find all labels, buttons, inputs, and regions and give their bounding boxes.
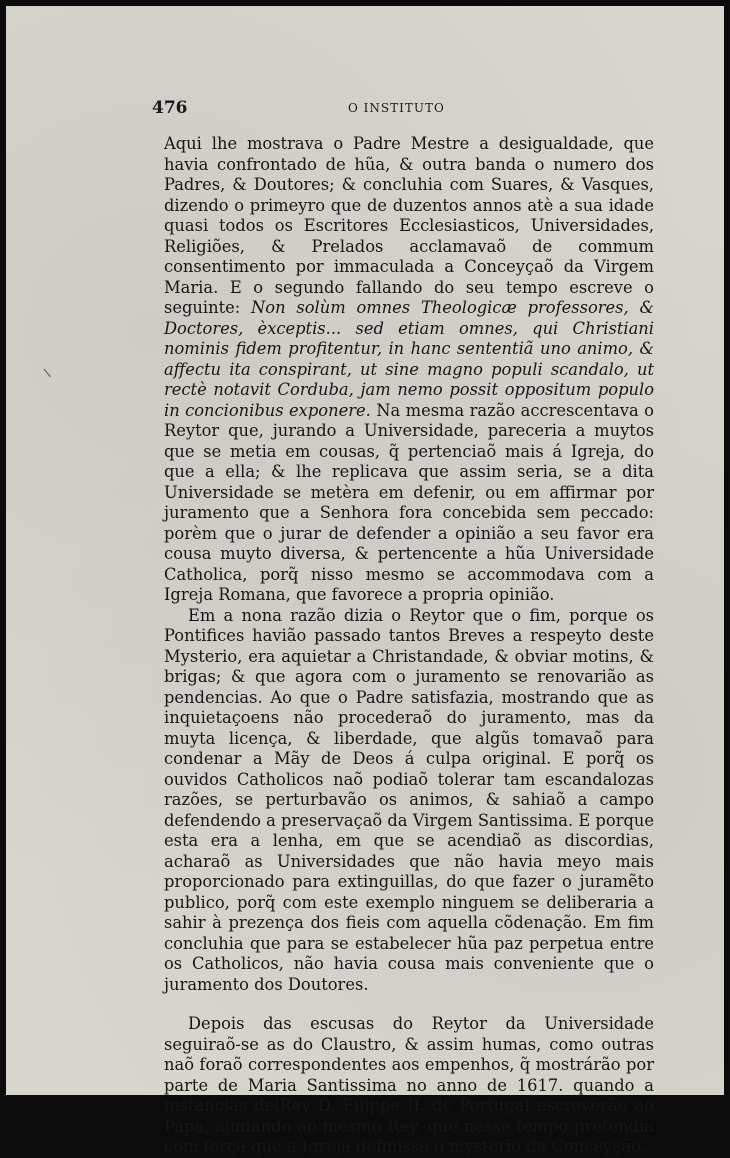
margin-mark [44,365,56,377]
book-page [6,6,724,1156]
paragraph-1 [164,134,654,606]
running-title: O INSTITUTO [348,101,445,115]
paragraph-2: Em a nona razão dizia o Reytor que o fim, porque os Pontifices havião passado tantos Breves a respeyto deste Mysterio, era aquietar a Christandade, & obviar motins, & brigas; & que agora com o juramento se renovarião as pendencias. Ao que o Padre satisfazia, mostrando que as inquietaçoens não procederaõ do juramento, mas da muyta licença, & liberdade, que algũs tomavaõ para condenar a Mãy de Deos á culpa original. E porq̃ os ouvidos Catholicos naõ podiaõ tolerar tam escandalozas razões, se perturbavão os animos, & sahiaõ a campo defendendo a preservaçaõ da Virgem Santissima. E porque esta era a lenha, em que se acendiaõ as discordias, acharaõ as Universidades que não havia meyo mais proporcionado para extinguillas, do que fazer o juramẽto publico, porq̃ com este exemplo ninguem se deliberaria a sahir à prezença dos fieis com aquella cõdenação. Em fim concluhia que para se estabelecer hũa paz perpetua entre os Catholicos, não havia cousa mais conveniente que o juramento dos Doutores. [164,605,654,994]
body-text [164,134,654,1158]
paragraph-1-post: Na mesma razão accrescentava o Reytor que, jurando a Universidade, pareceria a muytos que se metia em cousas, q̃ pertenciaõ mais á Igreja, do que a ella; & lhe replicava que assim seria, se a dita Universidade se metèra em defenir, ou em affirmar por juramento que a Senhora fora concebida sem peccado: porèm que o jurar de defender a opinião a seu favor era cousa muyto diversa, & pertencente a hũa Universidade Catholica, porq̃ nisso mesmo se accommodava com a Igreja Romana, que favorece a propria opinião. [164,400,654,604]
paragraph-1-pre: Aqui lhe mostrava o Padre Mestre a desigualdade, que havia confrontado de hũa, & outra banda o numero dos Padres, & Doutores; & concluhia com Suares, & Vasques, dizendo o primeyro que de duzentos annos atè a sua idade quasi todos os Escritores Ecclesiasticos, Universidades, Religiões, & Prelados acclamavaõ de commum consentimento por immaculada a Conceyçaõ da Virgem Maria. E o segundo fallando do seu tempo escreve o seguinte: [164,134,654,317]
page-header [152,98,650,122]
paragraph-3: Depois das escusas do Reytor da Universidade seguiraõ-se as do Claustro, & assim humas, como outras naõ foraõ correspondentes aos empenhos, q̃ mostrárão por parte de Maria Santissima no anno de 1617. quando a instancias delRey D. Filippe II. de Portugal escrevèrão ao Papa, ajudando ao mesmo Rey, que nesse tempo pretendia com força que a Igreja definisse o mysterio da Conceyção. [164,1014,654,1156]
latin-quotation: Non solùm omnes Theologicæ professores, & Doctores, èxceptis... sed etiam omnes, qui Christiani nominis fidem profitentur, in hanc sententiã uno animo, & affectu ita conspirant, ut sine magno populi scandalo, ut rectè notavit Corduba, jam nemo possit oppositum populo in concionibus exponere. [164,298,654,420]
page-number: 476 [152,98,188,118]
